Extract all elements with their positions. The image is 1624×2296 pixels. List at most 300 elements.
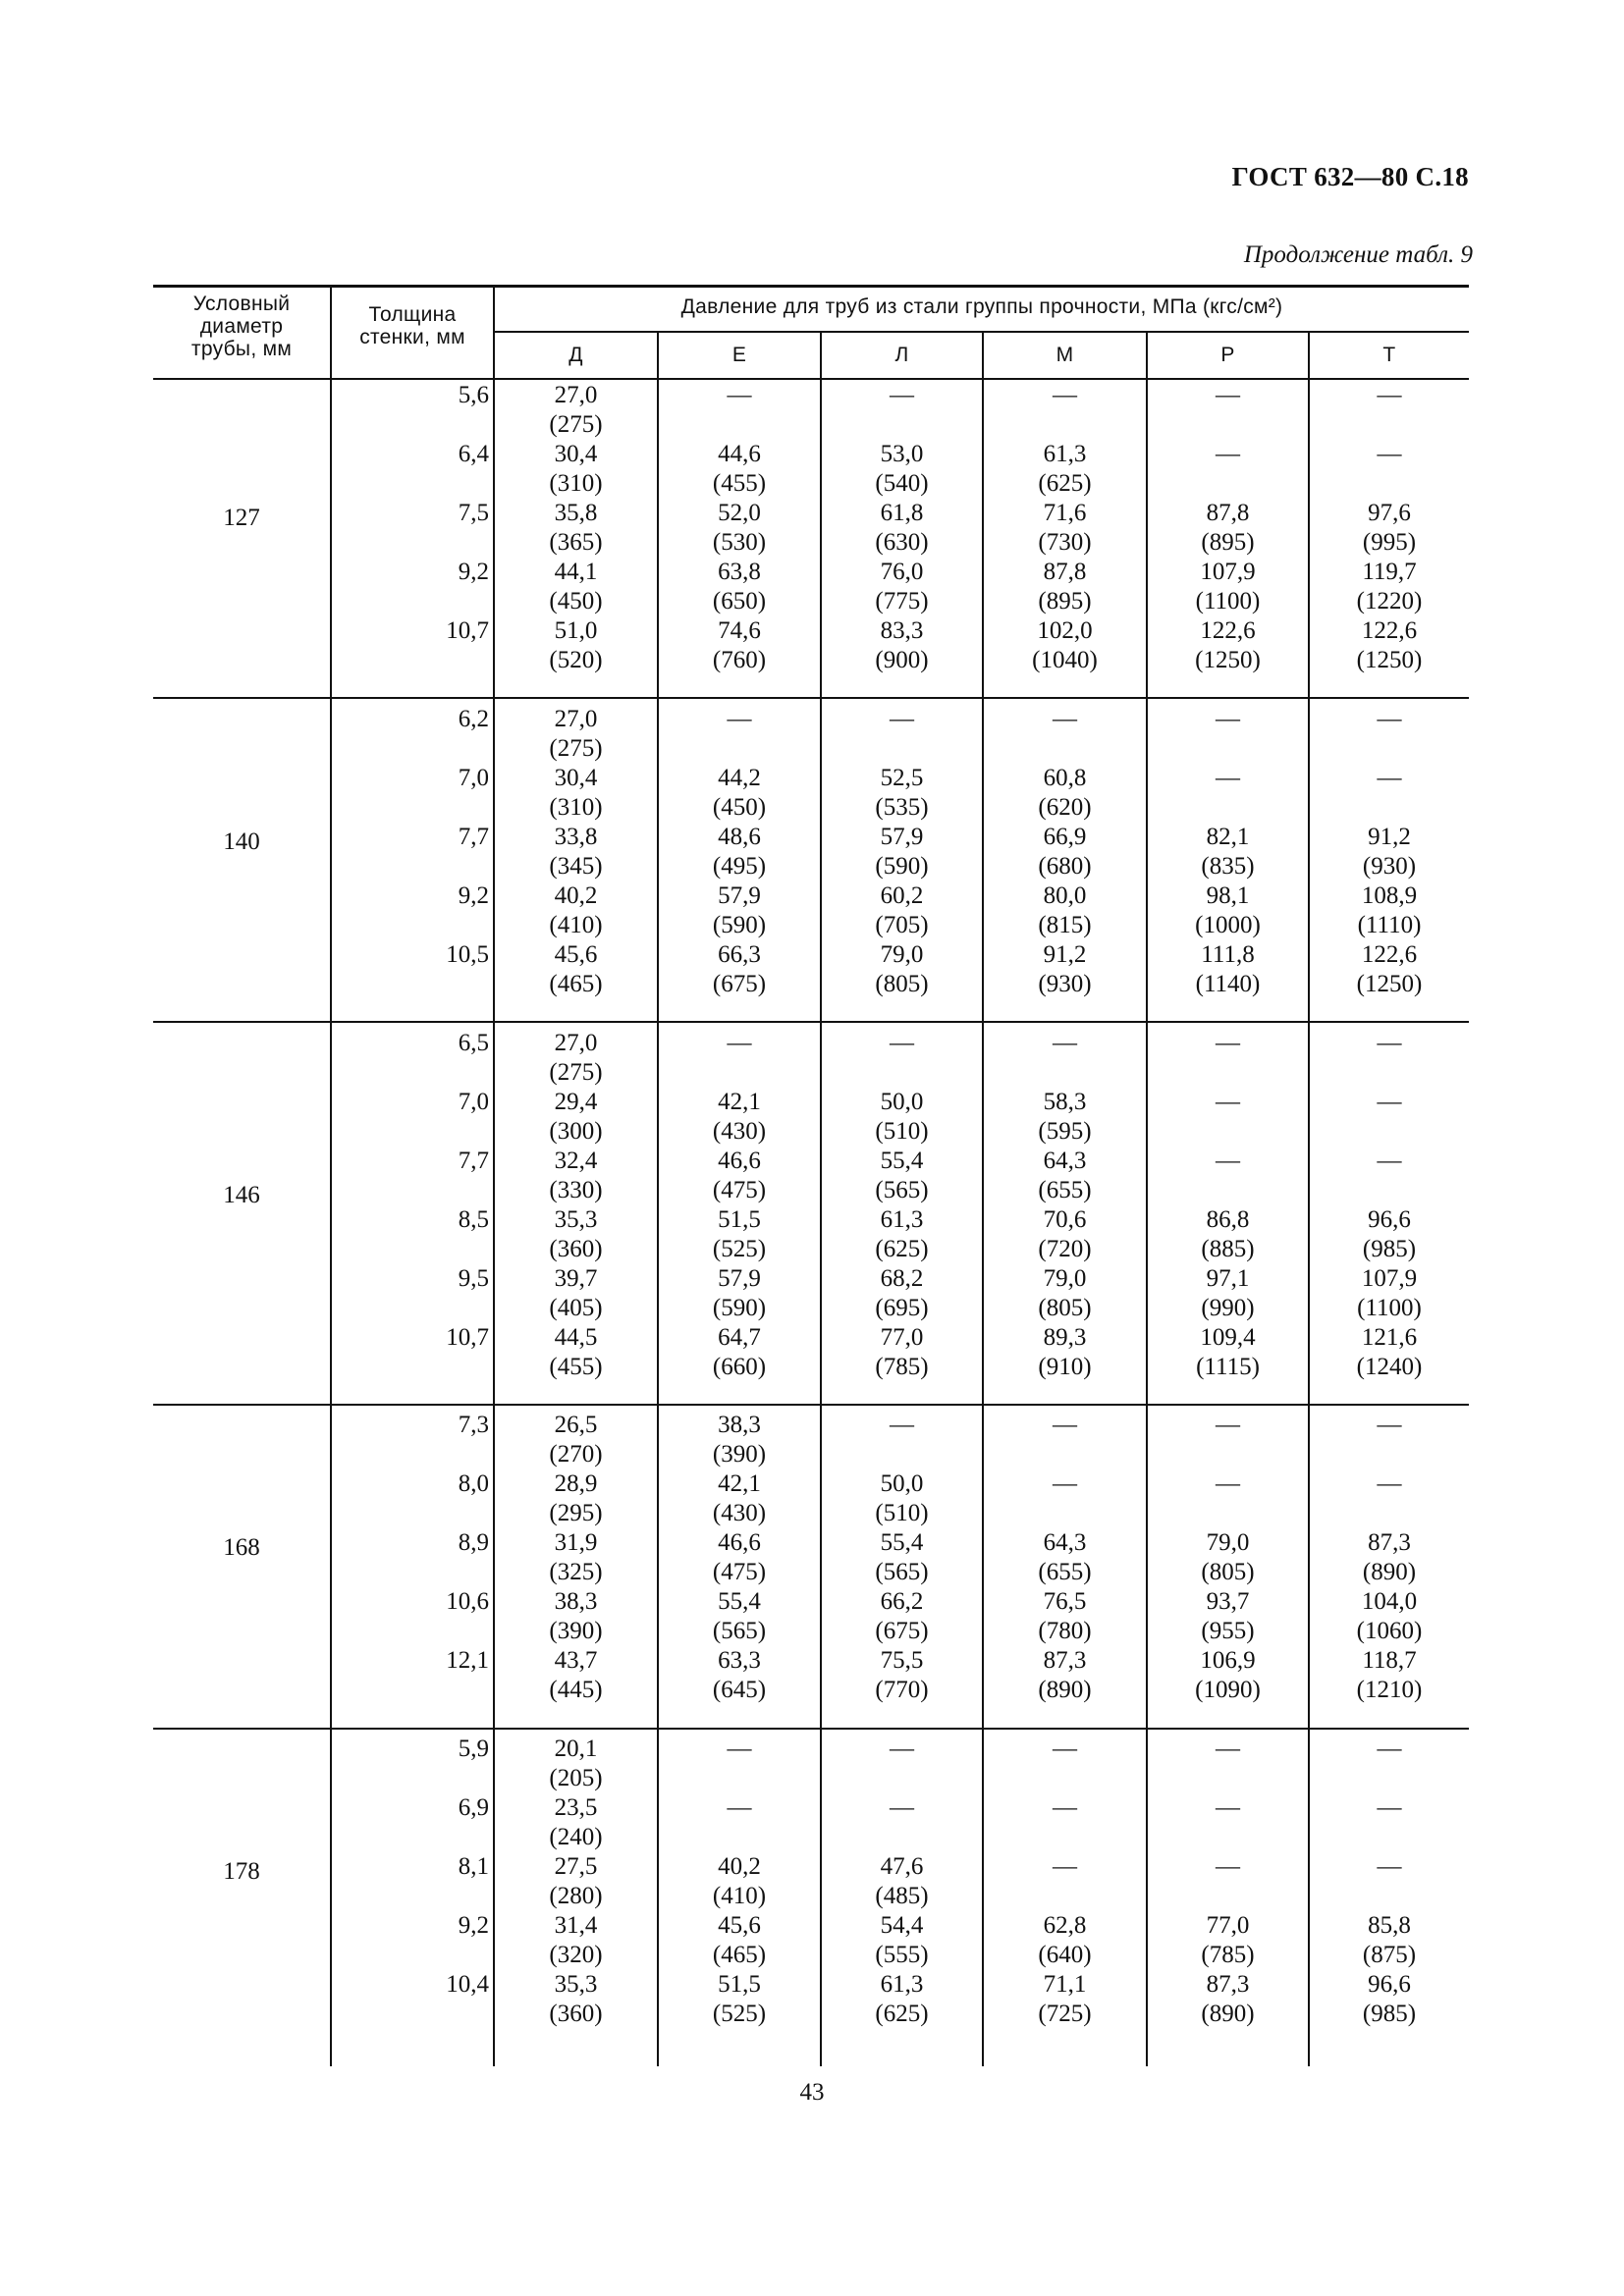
pressure-kgf-value: (300) xyxy=(549,1118,603,1145)
pressure-mpa-value: 63,8 xyxy=(718,559,761,585)
thickness-cell: 6,5 xyxy=(458,1030,489,1056)
pressure-mpa-value: — xyxy=(1053,1735,1077,1762)
thickness-cell: 6,2 xyxy=(458,706,489,732)
pressure-kgf-value: (985) xyxy=(1362,1236,1417,1262)
pressure-kgf-value: (445) xyxy=(549,1677,603,1703)
pressure-kgf-value: (475) xyxy=(712,1559,767,1585)
pressure-kgf-value: (930) xyxy=(1038,971,1092,997)
pressure-kgf-value: (910) xyxy=(1038,1354,1092,1380)
pressure-mpa-value: — xyxy=(1377,1148,1402,1174)
pressure-mpa-value: 96,6 xyxy=(1368,1206,1411,1233)
pressure-mpa-value: 87,3 xyxy=(1043,1647,1087,1674)
pressure-mpa-value: 55,4 xyxy=(880,1148,924,1174)
pressure-mpa-value: — xyxy=(1053,1030,1077,1056)
thickness-cell: 12,1 xyxy=(446,1647,489,1674)
pressure-mpa-value: 51,5 xyxy=(718,1971,761,1998)
pressure-kgf-value: (705) xyxy=(875,912,929,938)
pressure-mpa-value: 74,6 xyxy=(718,617,761,644)
thickness-cell: 8,0 xyxy=(458,1470,489,1497)
pressure-mpa-value: — xyxy=(1377,1470,1402,1497)
pressure-mpa-value: 40,2 xyxy=(718,1853,761,1880)
pressure-mpa-value: 83,3 xyxy=(880,617,924,644)
pressure-mpa-value: 107,9 xyxy=(1200,559,1256,585)
pressure-kgf-value: (475) xyxy=(712,1177,767,1203)
pressure-mpa-value: 44,1 xyxy=(554,559,598,585)
pressure-kgf-value: (1110) xyxy=(1357,912,1422,938)
pressure-mpa-value: 27,0 xyxy=(554,706,598,732)
diameter-cell: 140 xyxy=(223,828,260,855)
thickness-cell: 9,2 xyxy=(458,882,489,909)
pressure-mpa-value: 51,5 xyxy=(718,1206,761,1233)
diameter-cell: 178 xyxy=(223,1858,260,1885)
pressure-kgf-value: (1240) xyxy=(1356,1354,1423,1380)
pressure-mpa-value: — xyxy=(727,1735,752,1762)
pressure-mpa-value: — xyxy=(890,1412,914,1438)
pressure-mpa-value: 29,4 xyxy=(554,1089,598,1115)
pressure-kgf-value: (885) xyxy=(1201,1236,1255,1262)
pressure-mpa-value: — xyxy=(1216,1853,1240,1880)
grade-header-e: Е xyxy=(731,344,747,366)
pressure-mpa-value: 62,8 xyxy=(1043,1912,1087,1939)
pressure-mpa-value: 55,4 xyxy=(718,1588,761,1615)
pressure-kgf-value: (725) xyxy=(1038,2001,1092,2027)
pressure-mpa-value: 61,3 xyxy=(1043,441,1087,467)
pressure-mpa-value: 96,6 xyxy=(1368,1971,1411,1998)
pressure-mpa-value: 79,0 xyxy=(880,941,924,968)
pressure-mpa-value: — xyxy=(1377,441,1402,467)
thickness-cell: 5,9 xyxy=(458,1735,489,1762)
pressure-kgf-value: (780) xyxy=(1038,1618,1092,1644)
pressure-mpa-value: — xyxy=(890,706,914,732)
pressure-mpa-value: — xyxy=(1053,1794,1077,1821)
pressure-mpa-value: 121,6 xyxy=(1361,1324,1418,1351)
pressure-mpa-value: 64,3 xyxy=(1043,1529,1087,1556)
pressure-kgf-value: (835) xyxy=(1201,853,1255,880)
pressure-kgf-value: (345) xyxy=(549,853,603,880)
pressure-mpa-value: 27,5 xyxy=(554,1853,598,1880)
pressure-mpa-value: — xyxy=(1216,1089,1240,1115)
thickness-cell: 6,4 xyxy=(458,441,489,467)
grade-header-m: М xyxy=(1056,344,1074,366)
pressure-mpa-value: 55,4 xyxy=(880,1529,924,1556)
pressure-kgf-value: (680) xyxy=(1038,853,1092,880)
pressure-kgf-value: (310) xyxy=(549,794,603,821)
pressure-table xyxy=(153,285,1469,2066)
pressure-mpa-value: 35,3 xyxy=(554,1206,598,1233)
pressure-mpa-value: 71,1 xyxy=(1043,1971,1087,1998)
diameter-header-line: Условный xyxy=(192,293,291,315)
diameter-cell: 168 xyxy=(223,1534,260,1561)
pressure-mpa-value: — xyxy=(1216,706,1240,732)
pressure-mpa-value: 39,7 xyxy=(554,1265,598,1292)
diameter-cell: 127 xyxy=(223,505,260,531)
thickness-cell: 7,0 xyxy=(458,765,489,791)
pressure-kgf-value: (590) xyxy=(712,1295,767,1321)
pressure-kgf-value: (330) xyxy=(549,1177,603,1203)
pressure-mpa-value: 52,0 xyxy=(718,500,761,526)
grade-header-l: Л xyxy=(894,344,909,366)
pressure-kgf-value: (770) xyxy=(875,1677,929,1703)
pressure-kgf-value: (655) xyxy=(1038,1559,1092,1585)
pressure-mpa-value: 97,6 xyxy=(1368,500,1411,526)
pressure-kgf-value: (320) xyxy=(549,1942,603,1968)
pressure-kgf-value: (540) xyxy=(875,470,929,497)
pressure-kgf-value: (455) xyxy=(549,1354,603,1380)
thickness-cell: 7,7 xyxy=(458,1148,489,1174)
pressure-header: Давление для труб из стали группы прочности, МПа (кгс/см²) xyxy=(680,295,1283,318)
pressure-kgf-value: (730) xyxy=(1038,529,1092,556)
pressure-mpa-value: — xyxy=(890,382,914,408)
pressure-kgf-value: (530) xyxy=(712,529,767,556)
pressure-kgf-value: (645) xyxy=(712,1677,767,1703)
pressure-kgf-value: (1060) xyxy=(1356,1618,1423,1644)
pressure-mpa-value: — xyxy=(727,382,752,408)
pressure-kgf-value: (1100) xyxy=(1357,1295,1422,1321)
pressure-mpa-value: 47,6 xyxy=(880,1853,924,1880)
pressure-mpa-value: 30,4 xyxy=(554,765,598,791)
pressure-mpa-value: 108,9 xyxy=(1361,882,1418,909)
pressure-mpa-value: 44,6 xyxy=(718,441,761,467)
thickness-cell: 5,6 xyxy=(458,382,489,408)
pressure-mpa-value: — xyxy=(1053,382,1077,408)
pressure-kgf-value: (410) xyxy=(549,912,603,938)
pressure-mpa-value: 80,0 xyxy=(1043,882,1087,909)
pressure-kgf-value: (990) xyxy=(1201,1295,1255,1321)
pressure-kgf-value: (565) xyxy=(875,1177,929,1203)
pressure-kgf-value: (360) xyxy=(549,2001,603,2027)
pressure-kgf-value: (275) xyxy=(549,735,603,762)
pressure-kgf-value: (310) xyxy=(549,470,603,497)
pressure-kgf-value: (1250) xyxy=(1195,647,1261,673)
pressure-mpa-value: 32,4 xyxy=(554,1148,598,1174)
pressure-mpa-value: — xyxy=(890,1030,914,1056)
pressure-kgf-value: (1115) xyxy=(1196,1354,1260,1380)
pressure-mpa-value: 66,9 xyxy=(1043,824,1087,850)
pressure-mpa-value: — xyxy=(1216,1794,1240,1821)
pressure-mpa-value: 61,3 xyxy=(880,1206,924,1233)
pressure-kgf-value: (785) xyxy=(1201,1942,1255,1968)
pressure-mpa-value: — xyxy=(1216,1735,1240,1762)
pressure-kgf-value: (805) xyxy=(1038,1295,1092,1321)
pressure-mpa-value: 57,9 xyxy=(880,824,924,850)
thickness-header xyxy=(332,303,493,348)
grade-header-rule xyxy=(493,331,1469,333)
table-top-rule xyxy=(153,285,1469,288)
pressure-mpa-value: 91,2 xyxy=(1043,941,1087,968)
pressure-mpa-value: 93,7 xyxy=(1206,1588,1250,1615)
pressure-mpa-value: 27,0 xyxy=(554,382,598,408)
pressure-kgf-value: (720) xyxy=(1038,1236,1092,1262)
pressure-kgf-value: (565) xyxy=(712,1618,767,1644)
pressure-mpa-value: 64,3 xyxy=(1043,1148,1087,1174)
pressure-mpa-value: 44,2 xyxy=(718,765,761,791)
pressure-mpa-value: 31,4 xyxy=(554,1912,598,1939)
pressure-kgf-value: (640) xyxy=(1038,1942,1092,1968)
pressure-mpa-value: 44,5 xyxy=(554,1324,598,1351)
pressure-mpa-value: 79,0 xyxy=(1206,1529,1250,1556)
pressure-mpa-value: 35,8 xyxy=(554,500,598,526)
pressure-kgf-value: (650) xyxy=(712,588,767,614)
pressure-mpa-value: 42,1 xyxy=(718,1470,761,1497)
pressure-mpa-value: — xyxy=(1377,1794,1402,1821)
pressure-mpa-value: — xyxy=(1377,1030,1402,1056)
pressure-mpa-value: 102,0 xyxy=(1037,617,1093,644)
thickness-header-line: Толщина xyxy=(368,303,457,326)
pressure-mpa-value: 76,0 xyxy=(880,559,924,585)
pressure-mpa-value: 98,1 xyxy=(1206,882,1250,909)
pressure-mpa-value: 61,8 xyxy=(880,500,924,526)
pressure-mpa-value: 109,4 xyxy=(1200,1324,1256,1351)
pressure-kgf-value: (405) xyxy=(549,1295,603,1321)
pressure-mpa-value: 53,0 xyxy=(880,441,924,467)
pressure-kgf-value: (450) xyxy=(712,794,767,821)
pressure-mpa-value: — xyxy=(1053,1470,1077,1497)
pressure-kgf-value: (695) xyxy=(875,1295,929,1321)
pressure-mpa-value: 119,7 xyxy=(1362,559,1417,585)
pressure-mpa-value: 51,0 xyxy=(554,617,598,644)
pressure-mpa-value: 48,6 xyxy=(718,824,761,850)
pressure-kgf-value: (995) xyxy=(1362,529,1417,556)
thickness-cell: 7,3 xyxy=(458,1412,489,1438)
group-separator-rule xyxy=(153,1728,1469,1730)
pressure-kgf-value: (890) xyxy=(1038,1677,1092,1703)
thickness-cell: 7,7 xyxy=(458,824,489,850)
pressure-mpa-value: 27,0 xyxy=(554,1030,598,1056)
pressure-kgf-value: (450) xyxy=(549,588,603,614)
diameter-header-line: трубы, мм xyxy=(190,338,293,360)
pressure-mpa-value: — xyxy=(890,1794,914,1821)
grade-header-d: Д xyxy=(568,344,583,366)
pressure-mpa-value: 50,0 xyxy=(880,1089,924,1115)
pressure-mpa-value: 26,5 xyxy=(554,1412,598,1438)
pressure-mpa-value: 107,9 xyxy=(1361,1265,1418,1292)
pressure-mpa-value: 28,9 xyxy=(554,1470,598,1497)
pressure-mpa-value: 87,3 xyxy=(1368,1529,1411,1556)
pressure-mpa-value: 66,2 xyxy=(880,1588,924,1615)
pressure-mpa-value: 52,5 xyxy=(880,765,924,791)
pressure-kgf-value: (595) xyxy=(1038,1118,1092,1145)
pressure-kgf-value: (675) xyxy=(875,1618,929,1644)
pressure-kgf-value: (410) xyxy=(712,1883,767,1909)
pressure-kgf-value: (620) xyxy=(1038,794,1092,821)
table-caption: Продолжение табл. 9 xyxy=(1243,241,1473,268)
thickness-cell: 9,2 xyxy=(458,1912,489,1939)
pressure-mpa-value: — xyxy=(1377,1412,1402,1438)
pressure-mpa-value: — xyxy=(1216,1412,1240,1438)
pressure-kgf-value: (760) xyxy=(712,647,767,673)
pressure-mpa-value: — xyxy=(1216,1030,1240,1056)
pressure-kgf-value: (280) xyxy=(549,1883,603,1909)
thickness-cell: 10,7 xyxy=(446,1324,489,1351)
pressure-kgf-value: (985) xyxy=(1362,2001,1417,2027)
pressure-mpa-value: 40,2 xyxy=(554,882,598,909)
pressure-kgf-value: (240) xyxy=(549,1824,603,1850)
pressure-mpa-value: 85,8 xyxy=(1368,1912,1411,1939)
pressure-mpa-value: 63,3 xyxy=(718,1647,761,1674)
pressure-mpa-value: 60,2 xyxy=(880,882,924,909)
pressure-mpa-value: — xyxy=(1053,706,1077,732)
pressure-kgf-value: (955) xyxy=(1201,1618,1255,1644)
pressure-kgf-value: (1140) xyxy=(1195,971,1261,997)
pressure-kgf-value: (275) xyxy=(549,1059,603,1086)
pressure-kgf-value: (325) xyxy=(549,1559,603,1585)
diameter-cell: 146 xyxy=(223,1182,260,1208)
pressure-mpa-value: 76,5 xyxy=(1043,1588,1087,1615)
pressure-kgf-value: (625) xyxy=(1038,470,1092,497)
pressure-mpa-value: 71,6 xyxy=(1043,500,1087,526)
pressure-mpa-value: — xyxy=(1377,1735,1402,1762)
pressure-kgf-value: (1100) xyxy=(1195,588,1261,614)
thickness-cell: 8,5 xyxy=(458,1206,489,1233)
pressure-mpa-value: 31,9 xyxy=(554,1529,598,1556)
pressure-mpa-value: 64,7 xyxy=(718,1324,761,1351)
pressure-kgf-value: (625) xyxy=(875,2001,929,2027)
pressure-mpa-value: — xyxy=(1216,441,1240,467)
pressure-kgf-value: (895) xyxy=(1038,588,1092,614)
pressure-kgf-value: (1040) xyxy=(1032,647,1098,673)
pressure-mpa-value: 46,6 xyxy=(718,1529,761,1556)
pressure-kgf-value: (390) xyxy=(549,1618,603,1644)
pressure-mpa-value: — xyxy=(727,706,752,732)
pressure-kgf-value: (430) xyxy=(712,1500,767,1526)
pressure-mpa-value: — xyxy=(1377,1853,1402,1880)
pressure-kgf-value: (775) xyxy=(875,588,929,614)
group-separator-rule xyxy=(153,1021,1469,1023)
pressure-kgf-value: (890) xyxy=(1362,1559,1417,1585)
pressure-mpa-value: 33,8 xyxy=(554,824,598,850)
pressure-mpa-value: 66,3 xyxy=(718,941,761,968)
pressure-mpa-value: — xyxy=(1216,382,1240,408)
pressure-kgf-value: (390) xyxy=(712,1441,767,1468)
pressure-kgf-value: (565) xyxy=(875,1559,929,1585)
pressure-kgf-value: (295) xyxy=(549,1500,603,1526)
pressure-mpa-value: — xyxy=(727,1030,752,1056)
pressure-mpa-value: 82,1 xyxy=(1206,824,1250,850)
pressure-kgf-value: (205) xyxy=(549,1765,603,1791)
pressure-mpa-value: 122,6 xyxy=(1361,941,1418,968)
pressure-mpa-value: 57,9 xyxy=(718,1265,761,1292)
pressure-kgf-value: (510) xyxy=(875,1500,929,1526)
thickness-cell: 8,1 xyxy=(458,1853,489,1880)
pressure-kgf-value: (525) xyxy=(712,1236,767,1262)
pressure-mpa-value: 106,9 xyxy=(1200,1647,1256,1674)
group-separator-rule xyxy=(153,1404,1469,1406)
thickness-cell: 6,9 xyxy=(458,1794,489,1821)
pressure-mpa-value: 60,8 xyxy=(1043,765,1087,791)
pressure-mpa-value: 35,3 xyxy=(554,1971,598,1998)
pressure-mpa-value: — xyxy=(1377,706,1402,732)
pressure-kgf-value: (1090) xyxy=(1195,1677,1261,1703)
pressure-kgf-value: (495) xyxy=(712,853,767,880)
pressure-mpa-value: 45,6 xyxy=(718,1912,761,1939)
pressure-kgf-value: (890) xyxy=(1201,2001,1255,2027)
pressure-kgf-value: (535) xyxy=(875,794,929,821)
pressure-mpa-value: — xyxy=(1216,1148,1240,1174)
pressure-kgf-value: (465) xyxy=(549,971,603,997)
pressure-mpa-value: 30,4 xyxy=(554,441,598,467)
pressure-mpa-value: — xyxy=(1053,1853,1077,1880)
pressure-mpa-value: 97,1 xyxy=(1206,1265,1250,1292)
pressure-mpa-value: 42,1 xyxy=(718,1089,761,1115)
pressure-kgf-value: (875) xyxy=(1362,1942,1417,1968)
pressure-mpa-value: — xyxy=(1216,765,1240,791)
pressure-mpa-value: — xyxy=(1377,765,1402,791)
pressure-mpa-value: 77,0 xyxy=(1206,1912,1250,1939)
pressure-kgf-value: (1250) xyxy=(1356,647,1423,673)
pressure-kgf-value: (675) xyxy=(712,971,767,997)
thickness-cell: 10,6 xyxy=(446,1588,489,1615)
pressure-kgf-value: (660) xyxy=(712,1354,767,1380)
pressure-kgf-value: (270) xyxy=(549,1441,603,1468)
pressure-mpa-value: 38,3 xyxy=(554,1588,598,1615)
pressure-mpa-value: 58,3 xyxy=(1043,1089,1087,1115)
pressure-mpa-value: 61,3 xyxy=(880,1971,924,1998)
pressure-mpa-value: — xyxy=(1377,382,1402,408)
pressure-mpa-value: 86,8 xyxy=(1206,1206,1250,1233)
page-number: 43 xyxy=(799,2079,825,2106)
pressure-kgf-value: (1250) xyxy=(1356,971,1423,997)
thickness-cell: 9,5 xyxy=(458,1265,489,1292)
pressure-mpa-value: 45,6 xyxy=(554,941,598,968)
pressure-kgf-value: (455) xyxy=(712,470,767,497)
thickness-cell: 10,4 xyxy=(446,1971,489,1998)
pressure-kgf-value: (655) xyxy=(1038,1177,1092,1203)
pressure-mpa-value: 38,3 xyxy=(718,1412,761,1438)
pressure-kgf-value: (630) xyxy=(875,529,929,556)
pressure-mpa-value: 50,0 xyxy=(880,1470,924,1497)
pressure-mpa-value: 57,9 xyxy=(718,882,761,909)
pressure-mpa-value: — xyxy=(1377,1089,1402,1115)
pressure-mpa-value: 46,6 xyxy=(718,1148,761,1174)
pressure-kgf-value: (590) xyxy=(875,853,929,880)
pressure-kgf-value: (520) xyxy=(549,647,603,673)
group-separator-rule xyxy=(153,697,1469,699)
pressure-mpa-value: 75,5 xyxy=(880,1647,924,1674)
pressure-mpa-value: 54,4 xyxy=(880,1912,924,1939)
pressure-mpa-value: — xyxy=(727,1794,752,1821)
diameter-header xyxy=(153,293,330,360)
pressure-kgf-value: (815) xyxy=(1038,912,1092,938)
pressure-mpa-value: 111,8 xyxy=(1201,941,1255,968)
thickness-cell: 9,2 xyxy=(458,559,489,585)
thickness-cell: 10,7 xyxy=(446,617,489,644)
pressure-mpa-value: 104,0 xyxy=(1361,1588,1418,1615)
thickness-cell: 10,5 xyxy=(446,941,489,968)
pressure-mpa-value: 77,0 xyxy=(880,1324,924,1351)
document-header: ГОСТ 632—80 С.18 xyxy=(1231,162,1469,191)
header-bottom-rule xyxy=(153,378,1469,380)
pressure-kgf-value: (590) xyxy=(712,912,767,938)
pressure-kgf-value: (275) xyxy=(549,411,603,438)
pressure-mpa-value: 122,6 xyxy=(1361,617,1418,644)
pressure-kgf-value: (1000) xyxy=(1195,912,1261,938)
pressure-kgf-value: (625) xyxy=(875,1236,929,1262)
pressure-mpa-value: 87,8 xyxy=(1043,559,1087,585)
pressure-kgf-value: (510) xyxy=(875,1118,929,1145)
pressure-mpa-value: 23,5 xyxy=(554,1794,598,1821)
pressure-kgf-value: (805) xyxy=(875,971,929,997)
pressure-kgf-value: (360) xyxy=(549,1236,603,1262)
pressure-kgf-value: (930) xyxy=(1362,853,1417,880)
diameter-header-line: диаметр xyxy=(199,315,284,338)
pressure-mpa-value: 122,6 xyxy=(1200,617,1256,644)
pressure-mpa-value: — xyxy=(1216,1470,1240,1497)
pressure-mpa-value: 91,2 xyxy=(1368,824,1411,850)
pressure-kgf-value: (805) xyxy=(1201,1559,1255,1585)
pressure-mpa-value: 20,1 xyxy=(554,1735,598,1762)
pressure-mpa-value: 68,2 xyxy=(880,1265,924,1292)
pressure-mpa-value: 70,6 xyxy=(1043,1206,1087,1233)
